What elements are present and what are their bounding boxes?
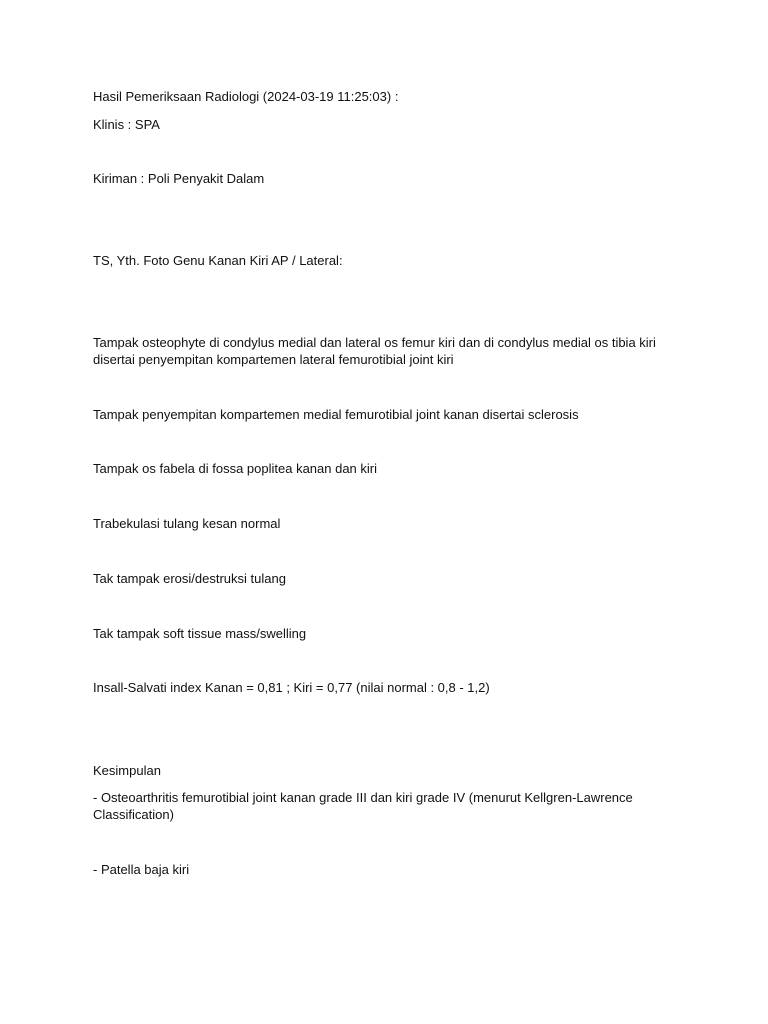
- finding-insall-salvati: Insall-Salvati index Kanan = 0,81 ; Kiri = 0,77 (nilai normal : 0,8 - 1,2): [93, 680, 490, 695]
- finding-fabela: Tampak os fabela di fossa poplitea kanan dan kiri: [93, 461, 378, 476]
- conclusion-title: Kesimpulan: [93, 763, 161, 778]
- finding-medial-narrowing: Tampak penyempitan kompartemen medial femurotibial joint kanan disertai sclerosis: [93, 407, 579, 422]
- finding-osteophyte: Tampak osteophyte di condylus medial dan lateral os femur kiri dan di condylus medial os tibia kiri disertai penyempitan kompartemen lateral femurotibial joint kiri: [93, 335, 656, 367]
- klinis-line: Klinis : SPA: [93, 117, 160, 132]
- conclusion-patella: - Patella baja kiri: [93, 862, 190, 877]
- finding-soft-tissue: Tak tampak soft tissue mass/swelling: [93, 626, 307, 641]
- report-header: Hasil Pemeriksaan Radiologi (2024-03-19 11:25:03) :: [93, 89, 399, 104]
- salutation-line: TS, Yth. Foto Genu Kanan Kiri AP / Lateral:: [93, 253, 343, 268]
- conclusion-osteoarthritis: - Osteoarthritis femurotibial joint kanan grade III dan kiri grade IV (menurut Kellgren-Lawrence Classification): [93, 790, 633, 822]
- kiriman-line: Kiriman : Poli Penyakit Dalam: [93, 171, 265, 186]
- finding-erosi: Tak tampak erosi/destruksi tulang: [93, 571, 286, 586]
- finding-trabekulasi: Trabekulasi tulang kesan normal: [93, 516, 281, 531]
